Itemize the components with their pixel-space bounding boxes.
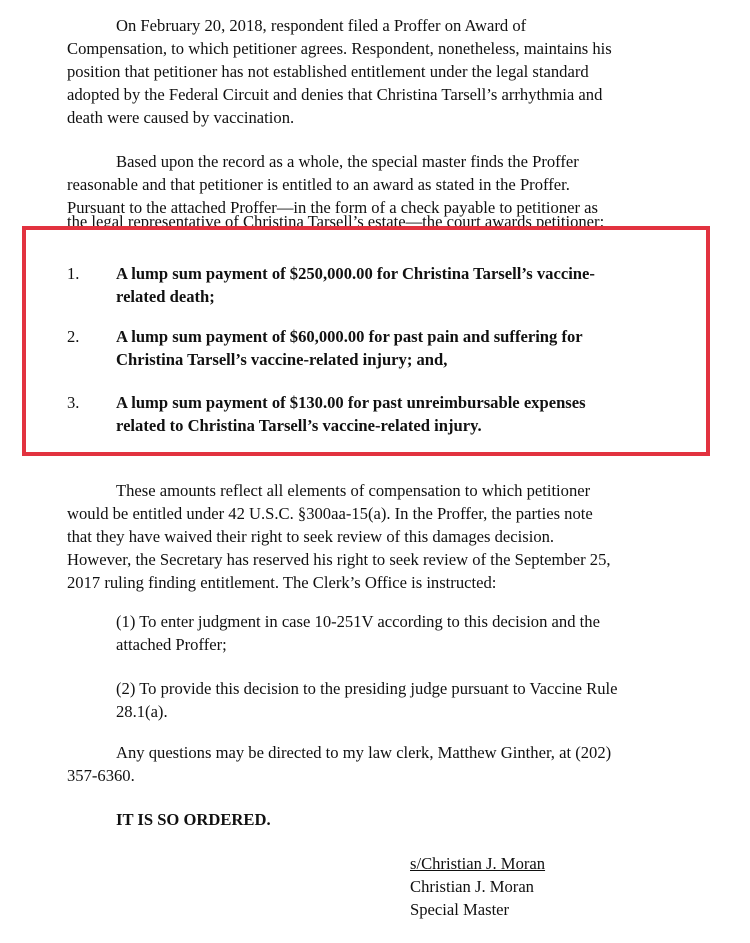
award-text: A lump sum payment of $250,000.00 for Christina Tarsell’s vaccine- related death; — [116, 264, 595, 306]
electronic-signature: s/Christian J. Moran — [410, 854, 546, 873]
paragraph-record: Based upon the record as a whole, the special master finds the Proffer reasonable and that petitioner is entitled to an award as stated in the Proffer. Pursuant to the attached Proffer—in the form of a check payable to petitioner as — [67, 152, 598, 217]
award-number: 1. — [67, 264, 80, 283]
award-text: A lump sum payment of $60,000.00 for past pain and suffering for Christina Tarsell’s vaccine-related injury; and, — [116, 327, 583, 369]
award-text: A lump sum payment of $130.00 for past unreimbursable expenses related to Christina Tarsell’s vaccine-related injury. — [116, 393, 586, 435]
instruction-item: (2) To provide this decision to the presiding judge pursuant to Vaccine Rule 28.1(a). — [116, 679, 618, 721]
cut-line-text: the legal representative of Christina Tarsell’s estate—the court awards petitioner: — [67, 215, 605, 230]
award-number: 3. — [67, 393, 80, 412]
signature-block — [410, 852, 710, 921]
paragraph-proffer: On February 20, 2018, respondent filed a Proffer on Award of Compensation, to which petitioner agrees. Respondent, nonetheless, maintains his position that petitioner has not established entitlement under the legal standard adopted by the Federal Circuit and denies that Christina Tarsell’s arrhythmia and death were caused by vaccination. — [67, 16, 612, 127]
signer-name: Christian J. Moran — [410, 877, 534, 896]
paragraph-questions: Any questions may be directed to my law clerk, Matthew Ginther, at (202) 357-6360. — [67, 743, 612, 785]
signer-title: Special Master — [410, 900, 510, 919]
so-ordered-heading: IT IS SO ORDERED. — [116, 810, 271, 829]
award-number: 2. — [67, 327, 80, 346]
instruction-item: (1) To enter judgment in case 10-251V according to this decision and the attached Proffer; — [116, 612, 600, 654]
paragraph-amounts: These amounts reflect all elements of compensation to which petitioner would be entitled under 42 U.S.C. §300aa-15(a). In the Proffer, the parties note that they have waived their right to seek review of this damages decision. However, the Secretary has reserved his right to seek review of the September 25, 2017 ruling finding entitlement. The Clerk’s Office is instructed: — [67, 481, 611, 592]
highlight-box — [22, 226, 710, 456]
